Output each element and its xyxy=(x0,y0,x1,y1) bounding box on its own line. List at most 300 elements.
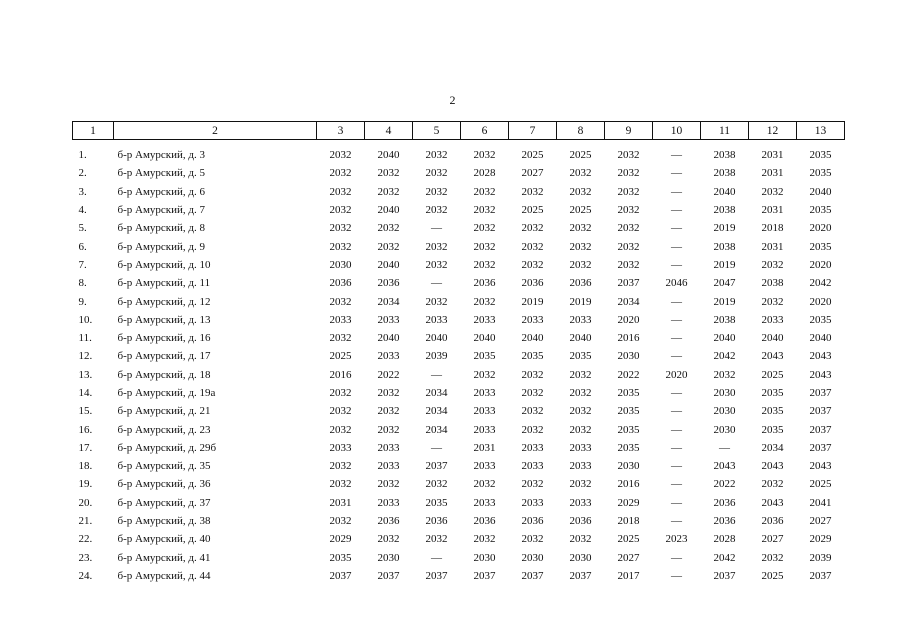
address-cell: б-р Амурский, д. 17 xyxy=(117,350,211,363)
year-cell: 2032 xyxy=(569,478,592,491)
address-cell: б-р Амурский, д. 12 xyxy=(117,295,211,308)
year-cell: 2028 xyxy=(473,167,496,180)
year-cell: — xyxy=(671,350,682,363)
table-row xyxy=(73,164,845,182)
year-cell: 2031 xyxy=(761,240,784,253)
year-cell: — xyxy=(671,478,682,491)
year-cell: 2042 xyxy=(809,277,832,290)
year-cell: 2032 xyxy=(329,167,352,180)
year-cell: — xyxy=(671,460,682,473)
year-cell: 2042 xyxy=(713,551,736,564)
column-header-6: 6 xyxy=(461,122,509,140)
year-cell: 2032 xyxy=(569,387,592,399)
year-cell: 2034 xyxy=(425,387,448,399)
year-cell: 2030 xyxy=(521,551,544,564)
year-cell: 2032 xyxy=(473,295,496,308)
column-header-4: 4 xyxy=(365,122,413,140)
year-cell: — xyxy=(431,222,442,235)
row-number: 9. xyxy=(78,295,87,308)
year-cell: 2035 xyxy=(425,496,448,509)
year-cell: 2033 xyxy=(569,460,592,473)
year-cell: 2036 xyxy=(473,277,496,290)
year-cell: 2037 xyxy=(809,569,832,582)
year-cell: 2033 xyxy=(521,460,544,473)
year-cell: 2036 xyxy=(377,515,400,528)
year-cell: 2019 xyxy=(713,222,736,235)
year-cell: 2029 xyxy=(617,496,640,509)
year-cell: 2020 xyxy=(809,222,832,235)
year-cell: 2032 xyxy=(329,478,352,491)
year-cell: 2019 xyxy=(569,295,592,308)
year-cell: — xyxy=(671,185,682,198)
row-number: 1. xyxy=(78,149,87,162)
column-header-11: 11 xyxy=(701,122,749,140)
year-cell: 2025 xyxy=(521,149,544,162)
year-cell: — xyxy=(431,551,442,564)
year-cell: 2029 xyxy=(329,533,352,546)
year-cell: 2040 xyxy=(713,332,736,345)
year-cell: 2032 xyxy=(329,185,352,198)
year-cell: 2032 xyxy=(377,185,400,198)
year-cell: 2032 xyxy=(617,204,640,217)
repair-schedule-table xyxy=(72,121,845,585)
year-cell: 2034 xyxy=(425,405,448,418)
year-cell: 2033 xyxy=(425,313,448,326)
row-number: 20. xyxy=(78,496,93,509)
address-cell: б-р Амурский, д. 29б xyxy=(117,441,217,454)
year-cell: 2018 xyxy=(761,222,784,235)
year-cell: 2040 xyxy=(569,332,592,345)
table-row xyxy=(73,420,845,438)
row-number: 15. xyxy=(78,405,93,418)
year-cell: 2032 xyxy=(761,478,784,491)
row-number: 17. xyxy=(78,441,93,454)
year-cell: 2037 xyxy=(473,569,496,582)
year-cell: 2032 xyxy=(377,240,400,253)
column-header-8: 8 xyxy=(557,122,605,140)
year-cell: 2030 xyxy=(713,387,736,399)
address-cell: б-р Амурский, д. 10 xyxy=(117,258,211,271)
year-cell: 2032 xyxy=(473,149,496,162)
row-number: 7. xyxy=(78,258,87,271)
year-cell: 2032 xyxy=(473,368,496,381)
row-number: 14. xyxy=(78,387,93,399)
table-row xyxy=(73,494,845,512)
year-cell: 2022 xyxy=(713,478,736,491)
year-cell: 2032 xyxy=(377,405,400,418)
year-cell: 2036 xyxy=(569,515,592,528)
row-number: 21. xyxy=(78,515,93,528)
year-cell: 2029 xyxy=(809,533,832,546)
address-cell: б-р Амурский, д. 6 xyxy=(117,185,206,198)
year-cell: 2032 xyxy=(377,423,400,436)
address-cell: б-р Амурский, д. 3 xyxy=(117,149,206,162)
table-row xyxy=(73,256,845,274)
year-cell: 2035 xyxy=(617,423,640,436)
year-cell: 2032 xyxy=(617,185,640,198)
year-cell: 2020 xyxy=(809,295,832,308)
year-cell: 2032 xyxy=(569,368,592,381)
year-cell: 2034 xyxy=(425,423,448,436)
year-cell: 2036 xyxy=(425,515,448,528)
row-number: 22. xyxy=(78,533,93,546)
year-cell: 2040 xyxy=(377,149,400,162)
year-cell: 2035 xyxy=(809,313,832,326)
address-cell: б-р Амурский, д. 9 xyxy=(117,240,206,253)
year-cell: 2038 xyxy=(713,167,736,180)
year-cell: 2025 xyxy=(569,204,592,217)
year-cell: 2027 xyxy=(617,551,640,564)
year-cell: 2037 xyxy=(809,387,832,399)
year-cell: 2033 xyxy=(521,313,544,326)
year-cell: 2033 xyxy=(521,496,544,509)
year-cell: — xyxy=(671,387,682,399)
year-cell: 2040 xyxy=(425,332,448,345)
table-row xyxy=(73,183,845,201)
year-cell: 2032 xyxy=(617,149,640,162)
year-cell: 2032 xyxy=(521,222,544,235)
year-cell: 2025 xyxy=(329,350,352,363)
year-cell: 2030 xyxy=(617,350,640,363)
address-cell: б-р Амурский, д. 23 xyxy=(117,423,211,436)
year-cell: 2035 xyxy=(761,423,784,436)
year-cell: 2032 xyxy=(425,295,448,308)
year-cell: 2032 xyxy=(329,332,352,345)
year-cell: 2028 xyxy=(713,533,736,546)
year-cell: 2032 xyxy=(761,295,784,308)
year-cell: 2025 xyxy=(809,478,832,491)
year-cell: 2032 xyxy=(473,258,496,271)
address-cell: б-р Амурский, д. 38 xyxy=(117,515,211,528)
year-cell: 2030 xyxy=(377,551,400,564)
year-cell: 2037 xyxy=(377,569,400,582)
year-cell: 2047 xyxy=(713,277,736,290)
year-cell: — xyxy=(719,441,730,454)
year-cell: 2035 xyxy=(617,441,640,454)
year-cell: 2036 xyxy=(521,277,544,290)
table-row xyxy=(73,475,845,493)
column-header-9: 9 xyxy=(605,122,653,140)
year-cell: 2032 xyxy=(521,478,544,491)
year-cell: 2032 xyxy=(473,478,496,491)
year-cell: 2043 xyxy=(761,460,784,473)
year-cell: 2043 xyxy=(809,368,832,381)
year-cell: 2033 xyxy=(473,423,496,436)
year-cell: 2032 xyxy=(377,478,400,491)
year-cell: 2032 xyxy=(617,258,640,271)
row-number: 13. xyxy=(78,368,93,381)
year-cell: 2040 xyxy=(521,332,544,345)
year-cell: 2032 xyxy=(425,149,448,162)
year-cell: — xyxy=(431,277,442,290)
table-row xyxy=(73,402,845,420)
year-cell: 2030 xyxy=(617,460,640,473)
year-cell: 2032 xyxy=(329,387,352,399)
year-cell: 2041 xyxy=(809,496,832,509)
year-cell: 2017 xyxy=(617,569,640,582)
row-number: 11. xyxy=(78,332,92,345)
year-cell: 2034 xyxy=(617,295,640,308)
table-row xyxy=(73,292,845,310)
year-cell: 2033 xyxy=(569,441,592,454)
year-cell: 2038 xyxy=(713,240,736,253)
year-cell: 2036 xyxy=(569,277,592,290)
year-cell: 2031 xyxy=(473,441,496,454)
year-cell: — xyxy=(671,496,682,509)
year-cell: 2032 xyxy=(329,405,352,418)
year-cell: 2032 xyxy=(329,515,352,528)
year-cell: — xyxy=(671,167,682,180)
address-cell: б-р Амурский, д. 21 xyxy=(117,405,211,418)
year-cell: 2033 xyxy=(521,441,544,454)
year-cell: 2035 xyxy=(809,240,832,253)
table-row xyxy=(73,512,845,530)
year-cell: 2035 xyxy=(809,167,832,180)
table-row xyxy=(73,366,845,384)
row-number: 16. xyxy=(78,423,93,436)
year-cell: — xyxy=(431,368,442,381)
year-cell: 2027 xyxy=(761,533,784,546)
row-number: 3. xyxy=(78,185,87,198)
year-cell: 2025 xyxy=(521,204,544,217)
year-cell: 2016 xyxy=(617,332,640,345)
address-cell: б-р Амурский, д. 5 xyxy=(117,167,206,180)
address-cell: б-р Амурский, д. 40 xyxy=(117,533,211,546)
address-cell: б-р Амурский, д. 8 xyxy=(117,222,206,235)
year-cell: 2032 xyxy=(329,295,352,308)
year-cell: — xyxy=(671,551,682,564)
column-header-12: 12 xyxy=(749,122,797,140)
table-body xyxy=(73,140,845,586)
year-cell: 2040 xyxy=(713,185,736,198)
row-number: 8. xyxy=(78,277,87,290)
year-cell: 2033 xyxy=(377,496,400,509)
year-cell: 2032 xyxy=(425,258,448,271)
year-cell: — xyxy=(671,405,682,418)
page-number: 2 xyxy=(449,93,456,107)
year-cell: 2030 xyxy=(713,423,736,436)
year-cell: — xyxy=(671,569,682,582)
year-cell: 2032 xyxy=(473,240,496,253)
year-cell: 2032 xyxy=(473,533,496,546)
table-row xyxy=(73,329,845,347)
year-cell: 2020 xyxy=(809,258,832,271)
year-cell: 2027 xyxy=(809,515,832,528)
year-cell: 2032 xyxy=(377,167,400,180)
header-row xyxy=(73,122,845,140)
year-cell: 2036 xyxy=(713,496,736,509)
year-cell: 2032 xyxy=(425,167,448,180)
year-cell: 2032 xyxy=(425,478,448,491)
year-cell: 2035 xyxy=(473,350,496,363)
year-cell: 2030 xyxy=(329,258,352,271)
year-cell: 2036 xyxy=(329,277,352,290)
year-cell: 2035 xyxy=(329,551,352,564)
row-number: 2. xyxy=(78,167,87,180)
address-cell: б-р Амурский, д. 35 xyxy=(117,460,211,473)
year-cell: 2036 xyxy=(473,515,496,528)
address-cell: б-р Амурский, д. 36 xyxy=(117,478,211,491)
year-cell: 2032 xyxy=(569,533,592,546)
year-cell: 2016 xyxy=(329,368,352,381)
year-cell: — xyxy=(431,441,442,454)
year-cell: 2032 xyxy=(329,240,352,253)
year-cell: — xyxy=(671,240,682,253)
year-cell: 2032 xyxy=(473,204,496,217)
year-cell: 2040 xyxy=(377,204,400,217)
year-cell: 2035 xyxy=(761,405,784,418)
year-cell: 2032 xyxy=(521,368,544,381)
year-cell: 2032 xyxy=(569,423,592,436)
address-cell: б-р Амурский, д. 13 xyxy=(117,313,211,326)
row-number: 23. xyxy=(78,551,93,564)
column-header-1: 1 xyxy=(73,122,114,140)
year-cell: 2038 xyxy=(761,277,784,290)
year-cell: 2038 xyxy=(713,313,736,326)
year-cell: 2033 xyxy=(329,313,352,326)
year-cell: 2039 xyxy=(425,350,448,363)
year-cell: 2034 xyxy=(761,441,784,454)
column-header-10: 10 xyxy=(653,122,701,140)
row-number: 6. xyxy=(78,240,87,253)
table-header xyxy=(73,122,845,140)
year-cell: 2040 xyxy=(377,332,400,345)
year-cell: 2034 xyxy=(377,295,400,308)
year-cell: — xyxy=(671,313,682,326)
year-cell: 2032 xyxy=(329,423,352,436)
year-cell: 2033 xyxy=(377,313,400,326)
year-cell: 2033 xyxy=(329,441,352,454)
year-cell: 2043 xyxy=(761,496,784,509)
year-cell: 2043 xyxy=(713,460,736,473)
year-cell: 2030 xyxy=(713,405,736,418)
year-cell: 2043 xyxy=(809,350,832,363)
year-cell: 2033 xyxy=(473,496,496,509)
year-cell: 2032 xyxy=(521,423,544,436)
table-row xyxy=(73,347,845,365)
year-cell: 2037 xyxy=(809,423,832,436)
year-cell: 2033 xyxy=(569,313,592,326)
table-row xyxy=(73,311,845,329)
year-cell: 2032 xyxy=(473,222,496,235)
year-cell: 2035 xyxy=(809,149,832,162)
year-cell: 2037 xyxy=(713,569,736,582)
address-cell: б-р Амурский, д. 11 xyxy=(117,277,211,290)
year-cell: 2036 xyxy=(377,277,400,290)
year-cell: 2033 xyxy=(761,313,784,326)
row-number: 24. xyxy=(78,569,93,582)
year-cell: 2040 xyxy=(377,258,400,271)
year-cell: 2032 xyxy=(569,405,592,418)
year-cell: — xyxy=(671,423,682,436)
address-cell: б-р Амурский, д. 7 xyxy=(117,204,206,217)
year-cell: 2032 xyxy=(377,533,400,546)
year-cell: 2037 xyxy=(809,405,832,418)
year-cell: 2031 xyxy=(761,167,784,180)
table-row xyxy=(73,201,845,219)
address-cell: б-р Амурский, д. 44 xyxy=(117,569,211,582)
year-cell: 2037 xyxy=(809,441,832,454)
year-cell: 2032 xyxy=(761,551,784,564)
year-cell: 2038 xyxy=(713,149,736,162)
year-cell: 2032 xyxy=(521,387,544,399)
year-cell: 2032 xyxy=(761,258,784,271)
year-cell: 2033 xyxy=(473,387,496,399)
year-cell: 2040 xyxy=(761,332,784,345)
year-cell: 2033 xyxy=(377,350,400,363)
year-cell: 2037 xyxy=(425,569,448,582)
table-row xyxy=(73,237,845,255)
year-cell: 2025 xyxy=(569,149,592,162)
year-cell: — xyxy=(671,204,682,217)
year-cell: 2032 xyxy=(521,185,544,198)
year-cell: 2022 xyxy=(617,368,640,381)
year-cell: 2043 xyxy=(809,460,832,473)
row-number: 18. xyxy=(78,460,93,473)
year-cell: 2019 xyxy=(521,295,544,308)
year-cell: 2035 xyxy=(569,350,592,363)
year-cell: 2037 xyxy=(329,569,352,582)
table-row xyxy=(73,384,845,402)
year-cell: 2032 xyxy=(569,185,592,198)
row-number: 4. xyxy=(78,204,87,217)
year-cell: 2031 xyxy=(329,496,352,509)
year-cell: 2035 xyxy=(617,405,640,418)
year-cell: 2025 xyxy=(761,368,784,381)
year-cell: 2019 xyxy=(713,258,736,271)
year-cell: 2032 xyxy=(617,222,640,235)
year-cell: 2032 xyxy=(425,185,448,198)
year-cell: 2036 xyxy=(713,515,736,528)
column-header-3: 3 xyxy=(317,122,365,140)
year-cell: 2032 xyxy=(713,368,736,381)
year-cell: 2016 xyxy=(617,478,640,491)
year-cell: 2037 xyxy=(569,569,592,582)
row-number: 10. xyxy=(78,313,93,326)
year-cell: 2032 xyxy=(569,222,592,235)
address-cell: б-р Амурский, д. 37 xyxy=(117,496,211,509)
year-cell: 2040 xyxy=(809,332,832,345)
address-cell: б-р Амурский, д. 18 xyxy=(117,368,211,381)
table-row xyxy=(73,457,845,475)
year-cell: 2032 xyxy=(425,204,448,217)
year-cell: 2032 xyxy=(329,460,352,473)
year-cell: 2038 xyxy=(713,204,736,217)
year-cell: 2019 xyxy=(713,295,736,308)
year-cell: 2032 xyxy=(569,258,592,271)
year-cell: — xyxy=(671,149,682,162)
year-cell: — xyxy=(671,222,682,235)
year-cell: 2032 xyxy=(521,533,544,546)
year-cell: 2032 xyxy=(329,149,352,162)
year-cell: 2032 xyxy=(329,222,352,235)
year-cell: 2033 xyxy=(473,460,496,473)
column-header-5: 5 xyxy=(413,122,461,140)
year-cell: 2046 xyxy=(665,277,688,290)
year-cell: 2037 xyxy=(617,277,640,290)
year-cell: 2032 xyxy=(521,405,544,418)
table-row xyxy=(73,567,845,585)
year-cell: 2036 xyxy=(761,515,784,528)
year-cell: 2033 xyxy=(473,405,496,418)
year-cell: 2035 xyxy=(761,387,784,399)
year-cell: 2032 xyxy=(377,387,400,399)
year-cell: 2040 xyxy=(809,185,832,198)
year-cell: 2032 xyxy=(521,240,544,253)
column-header-13: 13 xyxy=(797,122,845,140)
year-cell: 2035 xyxy=(617,387,640,399)
year-cell: 2023 xyxy=(665,533,688,546)
